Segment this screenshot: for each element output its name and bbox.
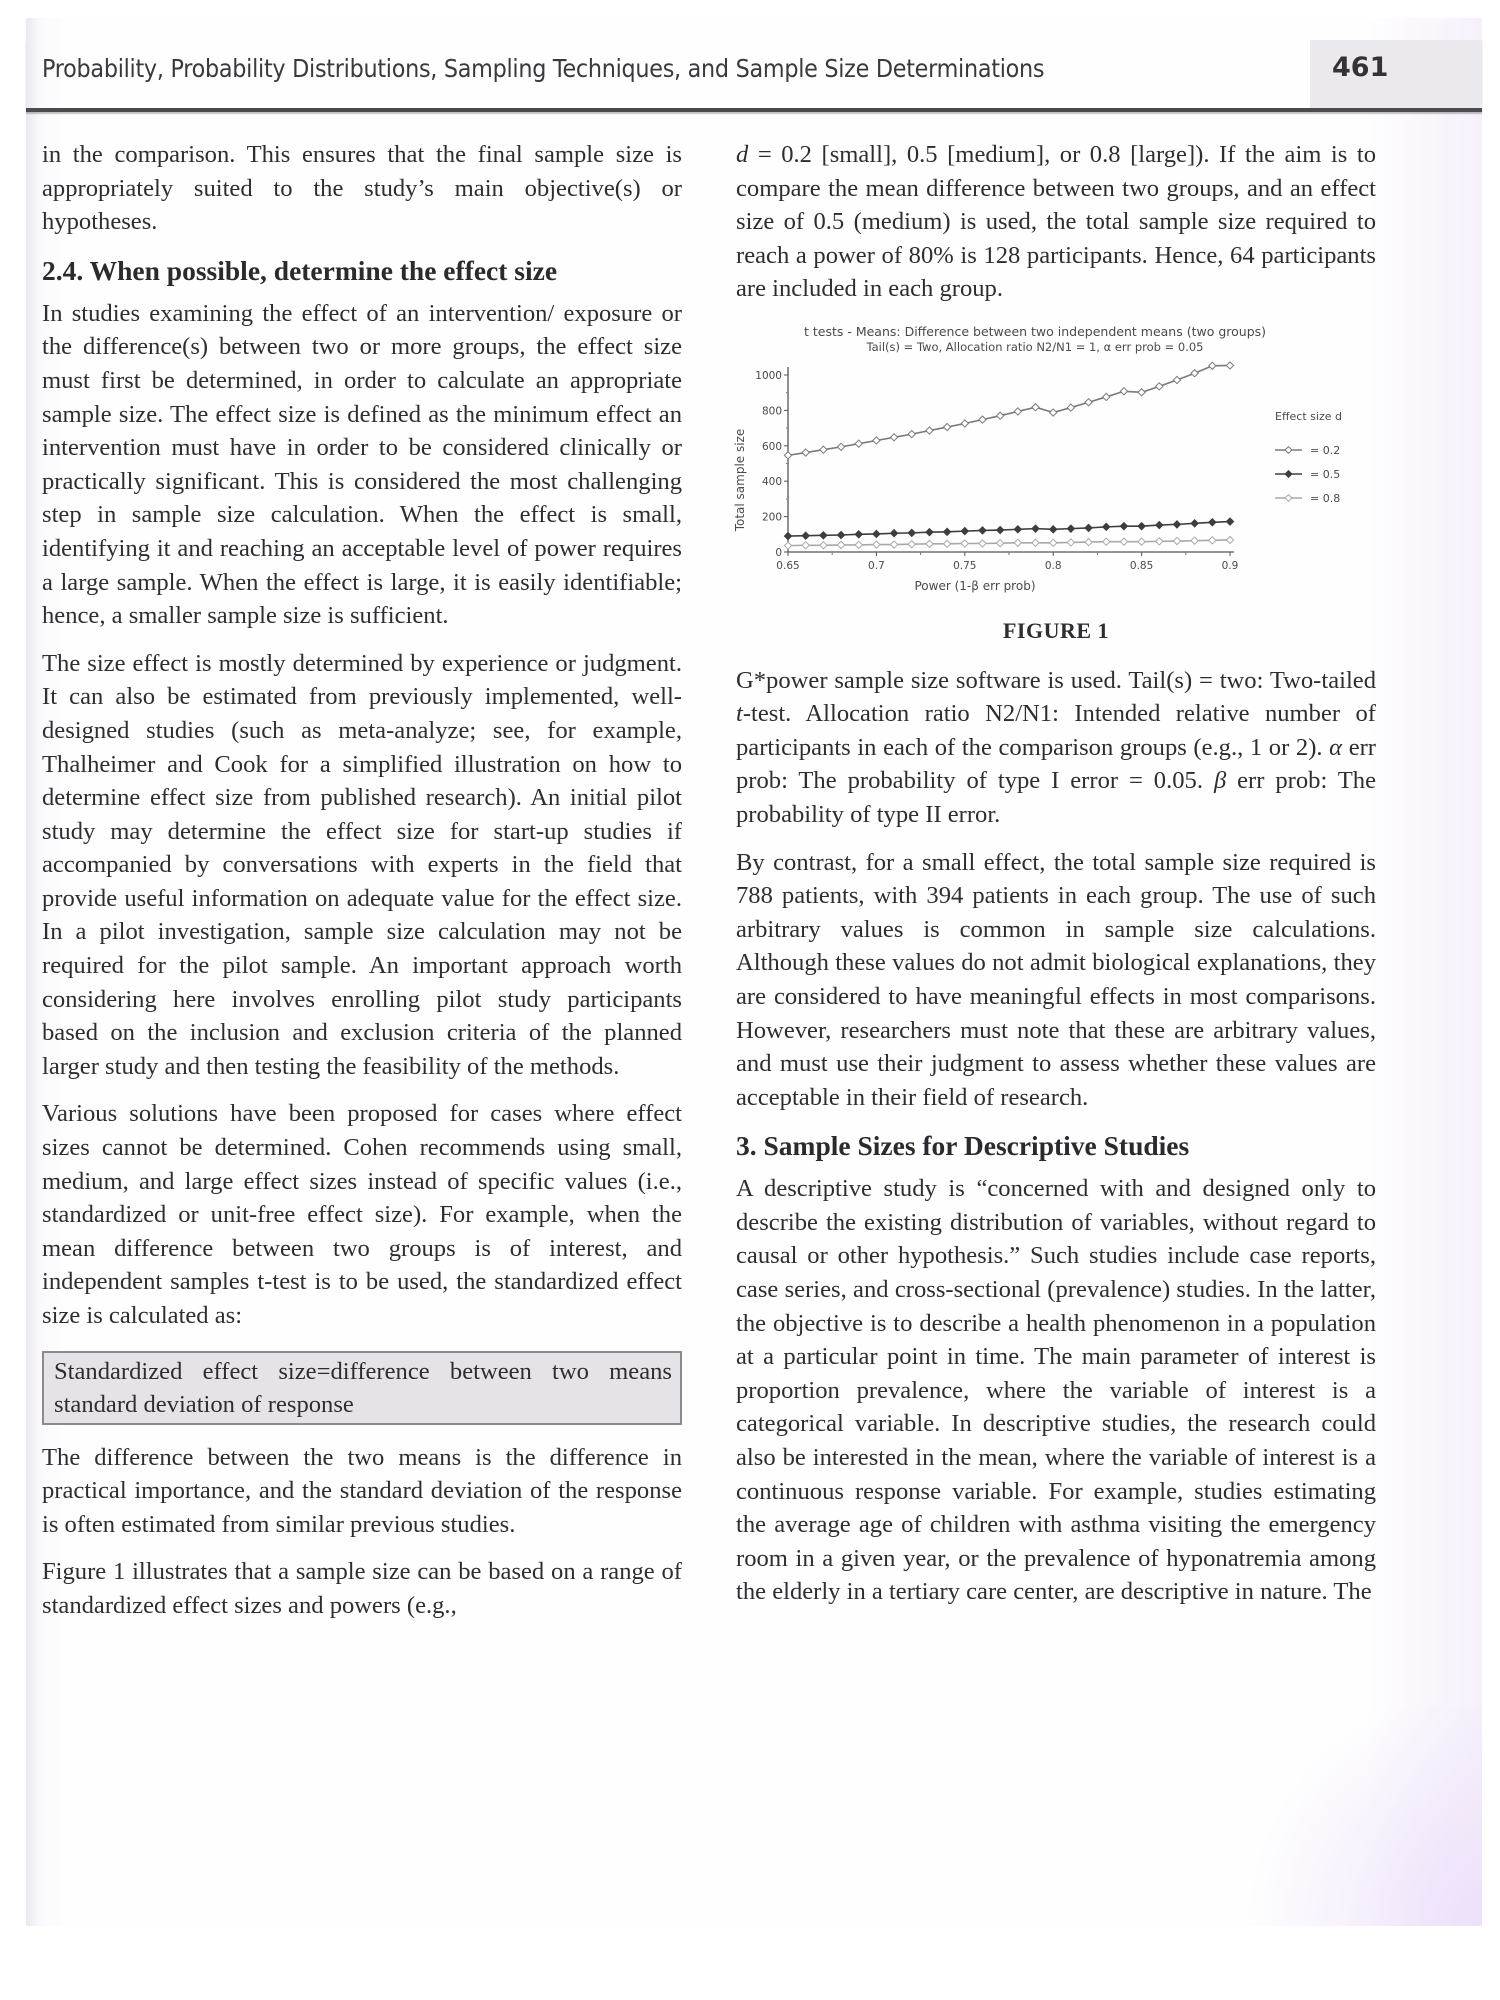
- chart-subtitle: Tail(s) = Two, Allocation ratio N2/N1 = 1, α err prob = 0.05: [866, 339, 1204, 354]
- legend-label: = 0.8: [1310, 491, 1341, 505]
- data-point: [1067, 404, 1074, 411]
- chart-title: t tests - Means: Difference between two independent means (two groups): [803, 323, 1267, 339]
- x-tick-label: 0.9: [1221, 559, 1239, 572]
- data-point: [1032, 404, 1039, 411]
- data-point: [908, 541, 915, 548]
- data-point: [1103, 538, 1110, 545]
- y-tick-label: 600: [761, 440, 782, 453]
- data-point: [908, 430, 915, 437]
- paragraph: By contrast, for a small effect, the total sample size required is 788 patients, with 394 patients in each group. The use of such arbitrary values is common in sample size calculations. Although these values do not admit biological explanations, they are considered to have meaningful effects in most comparisons. However, researchers must note that these are arbitrary values, and must use their judgment to assess whether these values are acceptable in their field of research.: [736, 848, 1376, 1111]
- paragraph: In studies examining the effect of an intervention/ exposure or the difference(s) between two or more groups, the effect size must first be determined, in order to calculate an appropriate sample size. The effect size is defined as the minimum effect an intervention must have in order to be considered clinically or practically significant. This is considered the most challenging step in sample size calculation. When the effect is small, identifying it and reaching an acceptable level of power requires a large sample. When the effect is large, it is easily identifiable; hence, a smaller sample size is sufficient.: [42, 299, 682, 630]
- data-point: [1103, 393, 1110, 400]
- data-point: [784, 532, 791, 539]
- right-column: [733, 138, 1377, 1623]
- y-tick-label: 1000: [755, 369, 782, 382]
- page-number: 461: [1332, 52, 1389, 83]
- data-point: [997, 540, 1004, 547]
- x-tick-label: 0.7: [868, 559, 885, 572]
- data-point: [873, 541, 880, 548]
- data-point: [1226, 518, 1233, 525]
- data-point: [944, 540, 951, 547]
- data-point: [820, 542, 827, 549]
- data-point: [961, 527, 968, 534]
- data-point: [979, 416, 986, 423]
- paragraph: Various solutions have been proposed for cases where effect sizes cannot be determined. Cohen recommends using small, medium, and large effect sizes instead of specific values (i.e., standardized or unit-free effect size). For example, when the mean difference between two groups is of interest, and independent samples t-test is to be used, the standardized effect size is calculated as:: [42, 1100, 682, 1329]
- data-point: [1085, 524, 1092, 531]
- data-point: [802, 532, 809, 539]
- data-point: [873, 437, 880, 444]
- data-point: [1173, 376, 1180, 383]
- data-point: [855, 531, 862, 538]
- paragraph: [736, 138, 1376, 306]
- legend-label: = 0.2: [1310, 443, 1341, 457]
- series-line: [788, 540, 1230, 546]
- data-point: [890, 434, 897, 441]
- legend-marker: [1285, 471, 1292, 478]
- data-point: [890, 530, 897, 537]
- paragraph: The difference between the two means is the difference in practical importance, and the standard deviation of the response is often estimated from similar previous studies.: [42, 1443, 682, 1538]
- series-line: [788, 522, 1230, 537]
- series-0: [784, 362, 1233, 459]
- figure-1-chart: [730, 320, 1380, 610]
- series-line: [788, 365, 1230, 455]
- data-point: [908, 529, 915, 536]
- data-point: [873, 530, 880, 537]
- data-point: [1067, 539, 1074, 546]
- data-point: [1156, 521, 1163, 528]
- data-point: [961, 540, 968, 547]
- data-point: [926, 427, 933, 434]
- caption-beta-symbol: β: [1213, 767, 1227, 795]
- data-point: [1226, 362, 1233, 369]
- legend-title: Effect size d: [1275, 409, 1342, 423]
- figure-caption: [736, 664, 1376, 832]
- data-point: [1209, 519, 1216, 526]
- page-number-box: [1310, 40, 1482, 108]
- data-point: [1156, 383, 1163, 390]
- data-point: [837, 443, 844, 450]
- power-curve-chart: [730, 320, 1380, 610]
- data-point: [855, 541, 862, 548]
- data-point: [855, 440, 862, 447]
- caption-alpha-symbol: α: [1329, 733, 1343, 761]
- data-point: [1191, 370, 1198, 377]
- data-point: [1050, 526, 1057, 533]
- data-point: [1209, 362, 1216, 369]
- x-tick-label: 0.75: [953, 559, 977, 572]
- book-page: [26, 18, 1482, 1926]
- data-point: [979, 527, 986, 534]
- y-tick-label: 800: [761, 405, 782, 418]
- series-1: [784, 518, 1233, 540]
- paragraph: A descriptive study is “concerned with and designed only to describe the existing distribution of variables, without regard to causal or other hypothesis.” Such studies include case reports, case series, and cross-sectional (prevalence) studies. In the latter, the objective is to describe a health phenomenon in a population at a particular point in time. The main parameter of interest is proportion prevalence, where the variable of interest is a categorical variable. In descriptive studies, the research could also be interested in the mean, where the variable of interest is a continuous response variable. For example, studies estimating the average age of children with asthma visiting the emergency room in a given year, or the prevalence of hyponatremia among the elderly in a tertiary care center, are descriptive in nature. The: [736, 1175, 1376, 1606]
- data-point: [802, 542, 809, 549]
- caption-italic-t: t: [736, 700, 743, 728]
- running-title: Probability, Probability Distributions, Sampling Techniques, and Sample Size Determinations: [42, 54, 1045, 83]
- data-point: [979, 540, 986, 547]
- chart-legend: [1275, 410, 1342, 505]
- caption-text: -test. Allocation ratio N2/N1: Intended relative number of participants in each of the comparison groups (e.g., 1 or 2).: [736, 700, 1376, 761]
- data-point: [1014, 526, 1021, 533]
- data-point: [1138, 538, 1145, 545]
- data-point: [1120, 523, 1127, 530]
- data-point: [1120, 388, 1127, 395]
- data-point: [837, 541, 844, 548]
- data-point: [1032, 525, 1039, 532]
- paragraph-text: = 0.2 [small], 0.5 [medium], or 0.8 [large]). If the aim is to compare the mean difference between two groups, and an effect size of 0.5 (medium) is used, the total sample size required to reach a power of 80% is 128 participants. Hence, 64 participants are included in each group.: [736, 141, 1376, 303]
- legend-label: = 0.5: [1310, 467, 1341, 481]
- data-point: [1050, 539, 1057, 546]
- data-point: [1138, 389, 1145, 396]
- y-axis-label: Total sample size: [733, 428, 747, 532]
- x-axis-label: Power (1-β err prob): [914, 578, 1036, 593]
- data-point: [944, 528, 951, 535]
- data-point: [1085, 399, 1092, 406]
- legend-marker: [1285, 495, 1292, 502]
- caption-text: err prob: The probability of type II error.: [736, 767, 1377, 828]
- data-point: [1209, 537, 1216, 544]
- paragraph: The size effect is mostly determined by experience or judgment. It can also be estimated from previously implemented, well-designed studies (such as meta-analyze; see, for example, Thalheimer and Cook for a simplified illustration on how to determine effect size from published research). An initial pilot study may determine the effect size for start-up studies if accompanied by conversations with experts in the field that provide useful information on adequate value for the effect size. In a pilot investigation, sample size calculation may not be required for the pilot sample. An important approach worth considering here involves enrolling pilot study participants based on the inclusion and exclusion criteria of the planned larger study and then testing the feasibility of the methods.: [42, 649, 682, 1080]
- data-point: [802, 449, 809, 456]
- y-tick-label: 400: [761, 476, 782, 489]
- data-point: [1050, 409, 1057, 416]
- data-point: [820, 532, 827, 539]
- data-point: [1138, 523, 1145, 530]
- x-tick-label: 0.65: [776, 559, 800, 572]
- section-heading-2-4: 2.4. When possible, determine the effect size: [42, 254, 558, 286]
- data-point: [820, 446, 827, 453]
- data-point: [1032, 539, 1039, 546]
- legend-marker: [1285, 447, 1292, 454]
- x-tick-label: 0.8: [1044, 559, 1062, 572]
- data-point: [1014, 539, 1021, 546]
- data-point: [944, 423, 951, 430]
- data-point: [1120, 538, 1127, 545]
- left-column: [42, 138, 682, 1637]
- caption-text: err prob: The probability of type I error = 0.05.: [736, 733, 1376, 795]
- y-tick-label: 200: [761, 511, 782, 524]
- data-point: [926, 540, 933, 547]
- data-point: [890, 541, 897, 548]
- data-point: [1173, 521, 1180, 528]
- data-point: [1014, 408, 1021, 415]
- data-point: [997, 412, 1004, 419]
- running-header: [26, 40, 1482, 112]
- chart-series: [784, 362, 1233, 549]
- data-point: [997, 526, 1004, 533]
- section-heading-3: 3. Sample Sizes for Descriptive Studies: [736, 1130, 1190, 1162]
- effect-size-symbol: d: [736, 141, 749, 168]
- formula-box: Standardized effect size=difference between two means standard deviation of response: [42, 1351, 682, 1425]
- data-point: [837, 531, 844, 538]
- paragraph: Figure 1 illustrates that a sample size can be based on a range of standardized effect sizes and powers (e.g.,: [42, 1558, 682, 1619]
- series-2: [784, 536, 1233, 549]
- data-point: [1173, 537, 1180, 544]
- data-point: [961, 420, 968, 427]
- paragraph: in the comparison. This ensures that the final sample size is appropriately suited to the study’s main objective(s) or hypotheses.: [42, 141, 682, 236]
- data-point: [1191, 537, 1198, 544]
- data-point: [1156, 538, 1163, 545]
- data-point: [784, 452, 791, 459]
- data-point: [1226, 536, 1233, 543]
- caption-text: G*power sample size software is used. Tail(s) = two: Two-tailed: [736, 666, 1376, 694]
- x-tick-label: 0.85: [1129, 559, 1154, 572]
- figure-label: FIGURE 1: [1002, 617, 1110, 643]
- data-point: [926, 529, 933, 536]
- data-point: [1103, 523, 1110, 530]
- data-point: [784, 542, 791, 549]
- data-point: [1067, 525, 1074, 532]
- data-point: [1191, 520, 1198, 527]
- y-tick-label: 0: [775, 546, 782, 559]
- data-point: [1085, 538, 1092, 545]
